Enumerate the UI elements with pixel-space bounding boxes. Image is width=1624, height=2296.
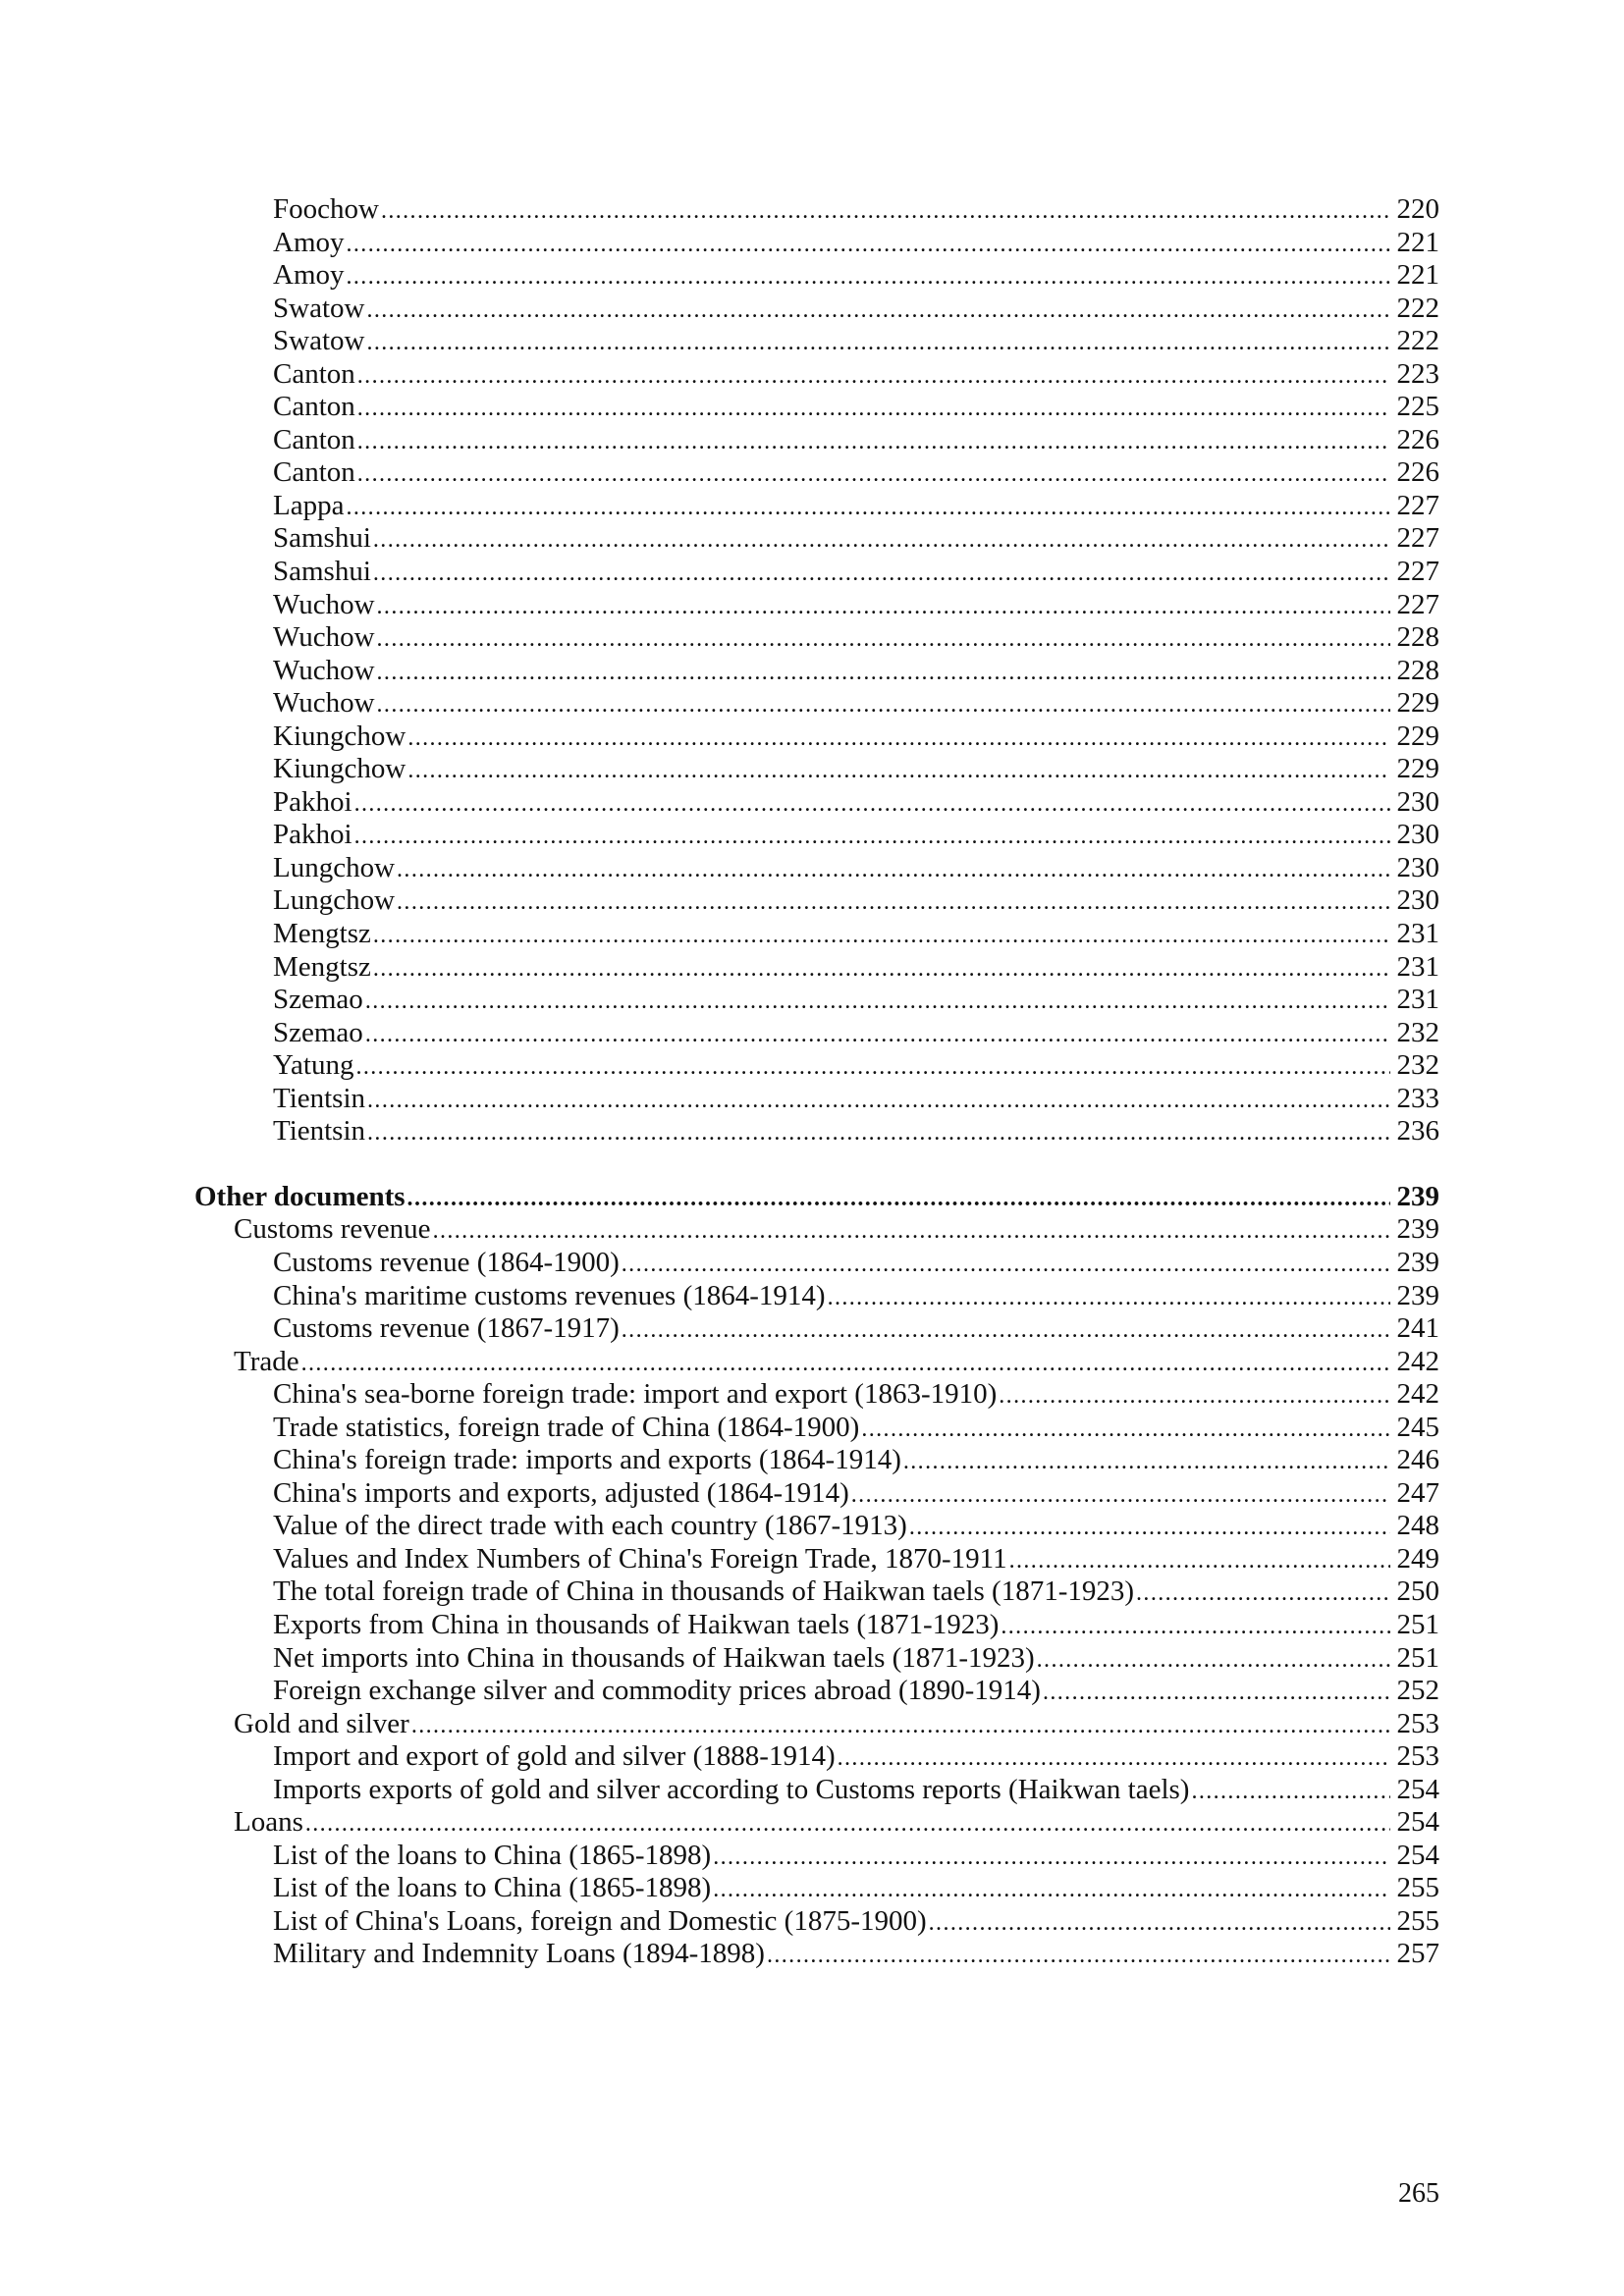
toc-dot-leader (367, 1085, 1390, 1118)
toc-dot-leader (365, 986, 1390, 1019)
toc-entry-label: Mengtsz (273, 950, 371, 983)
toc-entry[interactable] (194, 721, 1439, 754)
toc-entry-label: Military and Indemnity Loans (1894-1898) (273, 1938, 765, 1970)
toc-entry-page: 222 (1396, 292, 1439, 324)
toc-entry-label: Canton (273, 423, 355, 455)
toc-subsection[interactable] (194, 1708, 1439, 1741)
toc-entry-label: Samshui (273, 556, 371, 588)
toc-entry[interactable] (194, 1543, 1439, 1576)
toc-entry-page: 227 (1396, 489, 1439, 521)
toc-entry-page: 254 (1396, 1773, 1439, 1805)
toc-subsection[interactable] (194, 1213, 1439, 1247)
toc-dot-leader (373, 524, 1390, 558)
toc-dot-leader (622, 1249, 1390, 1282)
toc-entry-page: 231 (1396, 918, 1439, 950)
toc-entry[interactable] (194, 391, 1439, 424)
toc-entry[interactable] (194, 819, 1439, 852)
toc-entry[interactable] (194, 984, 1439, 1017)
toc-dot-leader (999, 1380, 1390, 1414)
toc-entry-label: Lungchow (273, 884, 396, 917)
toc-dot-leader (407, 755, 1390, 788)
toc-entry-label: Trade (234, 1345, 299, 1377)
toc-dot-leader (377, 623, 1390, 657)
page-number: 265 (1398, 2178, 1439, 2209)
toc-entry-label: Net imports into China in thousands of Haikwan taels (1871-1923) (273, 1641, 1035, 1674)
toc-entry-page: 242 (1396, 1378, 1439, 1411)
toc-entry-page: 230 (1396, 884, 1439, 917)
toc-entry[interactable] (194, 1017, 1439, 1050)
toc-entry-page: 228 (1396, 654, 1439, 686)
toc-entry-page: 249 (1396, 1542, 1439, 1575)
toc-entry[interactable] (194, 1412, 1439, 1445)
toc-dot-leader (357, 393, 1390, 426)
toc-entry[interactable] (194, 1312, 1439, 1346)
toc-entry-label: Canton (273, 357, 355, 390)
toc-entry-page: 230 (1396, 819, 1439, 851)
toc-entry-page: 254 (1396, 1839, 1439, 1871)
toc-entry[interactable] (194, 1247, 1439, 1280)
toc-entry[interactable] (194, 1675, 1439, 1708)
toc-entry-label: Foochow (273, 193, 379, 225)
toc-dot-leader (347, 261, 1391, 294)
toc-entry-page: 227 (1396, 522, 1439, 555)
toc-entry[interactable] (194, 621, 1439, 655)
toc-entry-page: 255 (1396, 1872, 1439, 1904)
toc-dot-leader (1001, 1611, 1390, 1644)
toc-dot-leader (357, 360, 1390, 394)
toc-entry-page: 230 (1396, 851, 1439, 883)
toc-entry[interactable] (194, 687, 1439, 721)
toc-entry-page: 251 (1396, 1608, 1439, 1640)
toc-entry-label: Wuchow (273, 654, 375, 686)
toc-entry-page: 253 (1396, 1740, 1439, 1773)
toc-entry-label: Canton (273, 391, 355, 423)
toc-entry[interactable] (194, 918, 1439, 951)
toc-entry-page: 231 (1396, 984, 1439, 1016)
toc-entry-page: 245 (1396, 1411, 1439, 1443)
toc-entry[interactable] (194, 786, 1439, 820)
toc-entry-label: China's imports and exports, adjusted (1864-1914) (273, 1476, 849, 1509)
toc-dot-leader (767, 1940, 1390, 1973)
toc-entry-page: 221 (1396, 226, 1439, 258)
toc-dot-leader (365, 1019, 1390, 1052)
toc-entry-label: The total foreign trade of China in thousands of Haikwan taels (1871-1923) (273, 1575, 1135, 1608)
toc-entry-label: Wuchow (273, 621, 375, 654)
toc-dot-leader (622, 1314, 1390, 1348)
toc-entry[interactable] (194, 1510, 1439, 1543)
toc-entry[interactable] (194, 1378, 1439, 1412)
toc-entry[interactable] (194, 655, 1439, 688)
toc-entry-page: 229 (1396, 687, 1439, 720)
toc-dot-leader (909, 1512, 1390, 1545)
toc-dot-leader (347, 229, 1391, 262)
toc-entry-page: 221 (1396, 259, 1439, 292)
toc-dot-leader (357, 458, 1390, 492)
toc-entry-page: 254 (1396, 1806, 1439, 1839)
toc-section[interactable] (194, 1181, 1439, 1214)
toc-entry-label: Foreign exchange silver and commodity prices abroad (1890-1914) (273, 1675, 1041, 1707)
toc-dot-leader (903, 1446, 1390, 1479)
toc-entry[interactable] (194, 589, 1439, 622)
toc-subsection[interactable] (194, 1806, 1439, 1840)
toc-entry-page: 220 (1396, 193, 1439, 225)
toc-entry-label: Pakhoi (273, 819, 352, 851)
toc-dot-leader (713, 1842, 1390, 1875)
table-of-contents (194, 193, 1439, 1971)
toc-entry-label: Import and export of gold and silver (1888-1914) (273, 1740, 836, 1773)
toc-entry-label: Samshui (273, 522, 371, 555)
toc-entry-page: 229 (1396, 720, 1439, 752)
toc-entry-page: 227 (1396, 588, 1439, 620)
toc-entry[interactable] (194, 1477, 1439, 1511)
toc-dot-leader (407, 722, 1390, 756)
toc-entry-label: Swatow (273, 325, 365, 357)
toc-entry-label: Exports from China in thousands of Haikwan taels (1871-1923) (273, 1608, 1000, 1640)
toc-entry-page: 223 (1396, 357, 1439, 390)
toc-entry[interactable] (194, 1905, 1439, 1939)
toc-dot-leader (1191, 1776, 1390, 1809)
toc-dot-leader (373, 558, 1390, 591)
toc-entry[interactable] (194, 1444, 1439, 1477)
toc-entry-page: 253 (1396, 1707, 1439, 1739)
toc-entry-page: 239 (1396, 1213, 1439, 1246)
toc-dot-leader (929, 1907, 1390, 1941)
toc-dot-leader (355, 1051, 1390, 1085)
toc-entry-label: Canton (273, 456, 355, 489)
toc-entry-label: Pakhoi (273, 785, 352, 818)
toc-entry[interactable] (194, 325, 1439, 358)
toc-entry-label: Lungchow (273, 851, 396, 883)
toc-entry[interactable] (194, 951, 1439, 985)
toc-entry-label: Gold and silver (234, 1707, 409, 1739)
toc-entry[interactable] (194, 193, 1439, 227)
toc-entry-label: List of the loans to China (1865-1898) (273, 1839, 712, 1871)
toc-entry-page: 222 (1396, 325, 1439, 357)
toc-entry-label: Wuchow (273, 588, 375, 620)
toc-dot-leader (851, 1479, 1390, 1513)
toc-entry-page: 236 (1396, 1115, 1439, 1148)
toc-dot-leader (377, 689, 1390, 722)
toc-dot-leader (407, 1183, 1390, 1216)
toc-dot-leader (1037, 1644, 1390, 1678)
toc-entry-page: 228 (1396, 621, 1439, 654)
toc-entry-label: Customs revenue (1864-1900) (273, 1246, 620, 1278)
toc-entry[interactable] (194, 293, 1439, 326)
toc-entry-label: Mengtsz (273, 918, 371, 950)
toc-entry[interactable] (194, 1609, 1439, 1642)
toc-entry[interactable] (194, 490, 1439, 523)
toc-entry-page: 242 (1396, 1345, 1439, 1377)
toc-entry-page: 231 (1396, 950, 1439, 983)
toc-entry[interactable] (194, 884, 1439, 918)
toc-dot-leader (305, 1808, 1390, 1842)
toc-entry-label: Tientsin (273, 1082, 366, 1114)
toc-entry-label: Lappa (273, 489, 345, 521)
toc-entry-page: 239 (1396, 1246, 1439, 1278)
toc-entry-page: 232 (1396, 1049, 1439, 1082)
toc-entry[interactable] (194, 1938, 1439, 1971)
toc-entry-page: 248 (1396, 1510, 1439, 1542)
toc-entry-label: Swatow (273, 292, 365, 324)
toc-entry[interactable] (194, 1740, 1439, 1774)
toc-dot-leader (366, 294, 1390, 328)
toc-entry-page: 239 (1396, 1279, 1439, 1311)
toc-entry-label: Amoy (273, 226, 345, 258)
toc-entry-label: Loans (234, 1806, 303, 1839)
toc-entry[interactable] (194, 1872, 1439, 1905)
toc-entry-label: China's foreign trade: imports and exports (1864-1914) (273, 1444, 901, 1476)
toc-entry[interactable] (194, 1774, 1439, 1807)
toc-entry[interactable] (194, 358, 1439, 392)
toc-entry-label: Customs revenue (1867-1917) (273, 1312, 620, 1345)
toc-dot-leader (1043, 1677, 1390, 1710)
toc-dot-leader (861, 1414, 1390, 1447)
toc-entry[interactable] (194, 259, 1439, 293)
toc-entry-label: Imports exports of gold and silver according to Customs reports (Haikwan taels) (273, 1773, 1190, 1805)
toc-entry[interactable] (194, 424, 1439, 457)
toc-dot-leader (346, 492, 1390, 525)
toc-entry-page: 246 (1396, 1444, 1439, 1476)
toc-dot-leader (373, 920, 1390, 953)
toc-entry-label: China's sea-borne foreign trade: import and export (1863-1910) (273, 1378, 998, 1411)
toc-entry-page: 232 (1396, 1016, 1439, 1048)
toc-entry[interactable] (194, 1083, 1439, 1116)
toc-entry-label: Tientsin (273, 1115, 366, 1148)
toc-entry[interactable] (194, 556, 1439, 589)
toc-entry[interactable] (194, 227, 1439, 260)
toc-entry-page: 226 (1396, 456, 1439, 489)
toc-dot-leader (838, 1742, 1390, 1776)
toc-dot-leader (354, 788, 1390, 822)
toc-entry-page: 233 (1396, 1082, 1439, 1114)
toc-entry[interactable] (194, 852, 1439, 885)
toc-entry-page: 230 (1396, 785, 1439, 818)
toc-entry[interactable] (194, 1575, 1439, 1609)
toc-dot-leader (381, 195, 1390, 229)
toc-entry-label: List of China's Loans, foreign and Domestic (1875-1900) (273, 1904, 927, 1937)
toc-dot-leader (366, 327, 1390, 360)
toc-dot-leader (713, 1874, 1390, 1907)
toc-entry[interactable] (194, 522, 1439, 556)
toc-entry-label: Szemao (273, 984, 363, 1016)
toc-entry[interactable] (194, 753, 1439, 786)
toc-dot-leader (301, 1348, 1390, 1381)
toc-dot-leader (357, 426, 1390, 459)
toc-entry-page: 241 (1396, 1312, 1439, 1345)
toc-entry-page: 229 (1396, 753, 1439, 785)
toc-dot-leader (377, 591, 1390, 624)
toc-dot-leader (397, 854, 1390, 887)
toc-entry-label: Other documents (194, 1180, 406, 1212)
toc-dot-leader (397, 886, 1390, 920)
toc-entry-label: Customs revenue (234, 1213, 431, 1246)
toc-dot-leader (828, 1282, 1390, 1315)
toc-entry[interactable] (194, 1642, 1439, 1676)
toc-entry[interactable] (194, 1115, 1439, 1148)
toc-entry-label: Wuchow (273, 687, 375, 720)
toc-dot-leader (367, 1117, 1390, 1150)
toc-entry-label: Amoy (273, 259, 345, 292)
toc-entry-label: Szemao (273, 1016, 363, 1048)
toc-dot-leader (377, 657, 1390, 690)
toc-dot-leader (411, 1710, 1390, 1743)
toc-entry-label: Value of the direct trade with each country (1867-1913) (273, 1510, 907, 1542)
toc-entry-label: Yatung (273, 1049, 354, 1082)
toc-entry[interactable] (194, 1280, 1439, 1313)
toc-entry[interactable] (194, 456, 1439, 490)
toc-entry-page: 255 (1396, 1904, 1439, 1937)
toc-entry[interactable] (194, 1049, 1439, 1083)
toc-entry-page: 225 (1396, 391, 1439, 423)
toc-entry-page: 239 (1396, 1180, 1439, 1212)
toc-entry-page: 226 (1396, 423, 1439, 455)
toc-entry-label: Kiungchow (273, 720, 406, 752)
toc-subsection[interactable] (194, 1346, 1439, 1379)
toc-entry-page: 247 (1396, 1476, 1439, 1509)
toc-dot-leader (1136, 1577, 1390, 1611)
toc-entry-label: Trade statistics, foreign trade of China (1864-1900) (273, 1411, 860, 1443)
toc-entry-page: 250 (1396, 1575, 1439, 1608)
toc-dot-leader (373, 953, 1390, 987)
toc-entry[interactable] (194, 1840, 1439, 1873)
toc-dot-leader (354, 821, 1390, 854)
toc-entry-label: List of the loans to China (1865-1898) (273, 1872, 712, 1904)
toc-entry-page: 227 (1396, 556, 1439, 588)
toc-entry-page: 257 (1396, 1938, 1439, 1970)
toc-entry-label: China's maritime customs revenues (1864-1914) (273, 1279, 826, 1311)
toc-dot-leader (433, 1215, 1390, 1249)
toc-entry-label: Kiungchow (273, 753, 406, 785)
toc-entry-page: 251 (1396, 1641, 1439, 1674)
toc-entry-page: 252 (1396, 1675, 1439, 1707)
toc-entry-label: Values and Index Numbers of China's Foreign Trade, 1870-1911 (273, 1542, 1007, 1575)
toc-dot-leader (1009, 1545, 1390, 1578)
